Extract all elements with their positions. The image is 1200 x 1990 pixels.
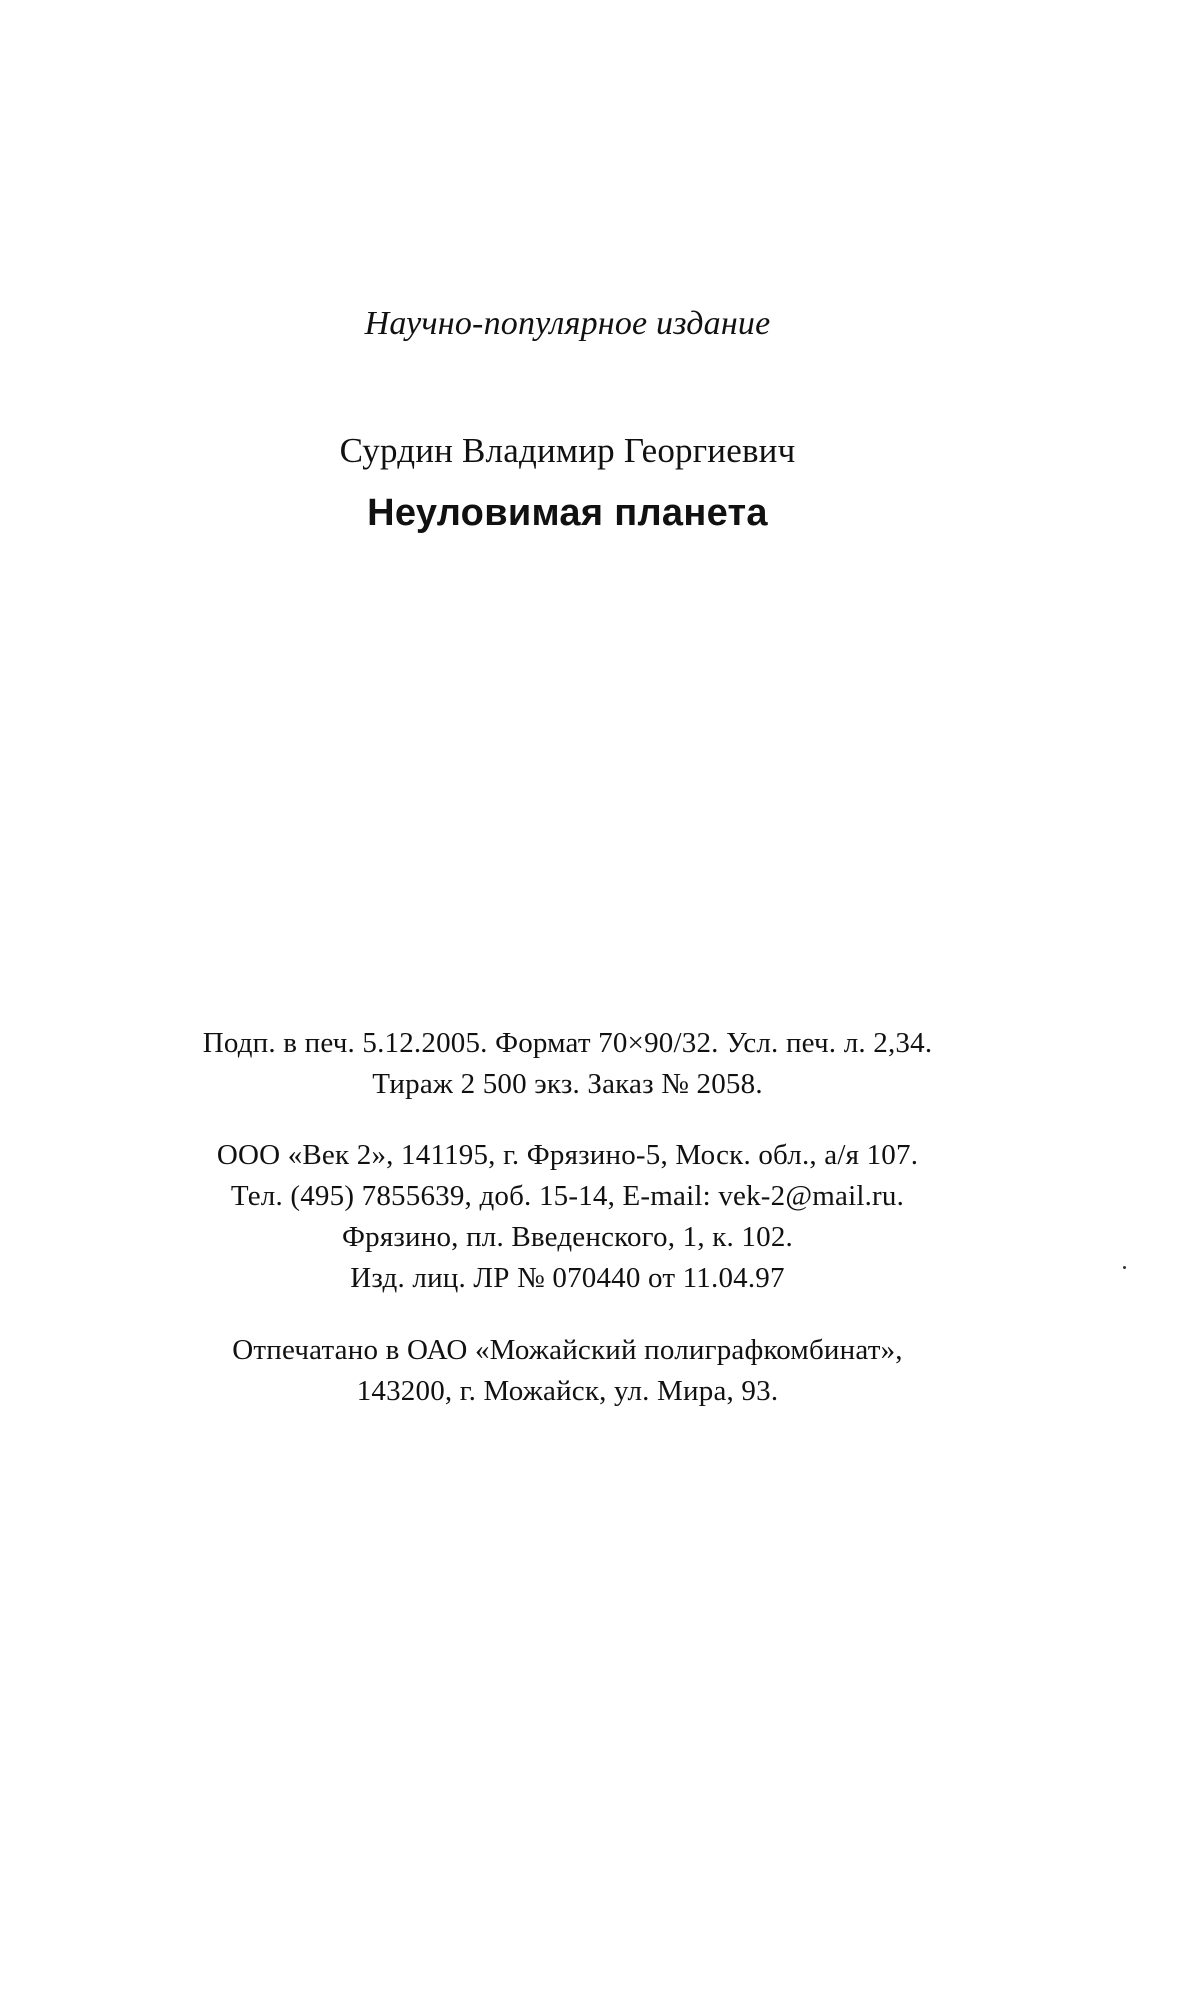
print-run-line: Тираж 2 500 экз. Заказ № 2058. <box>372 1068 763 1100</box>
book-author: Сурдин Владимир Георгиевич <box>339 431 796 470</box>
printer-name-line: Отпечатано в ОАО «Можайский полиграфкомбинат», <box>232 1334 903 1366</box>
publisher-contact-line: Тел. (495) 7855639, доб. 15-14, E-mail: vek-2@mail.ru. <box>230 1180 905 1212</box>
publisher-license-line: Изд. лиц. ЛР № 070440 от 11.04.97 <box>350 1262 785 1294</box>
printing-details-line: Подп. в печ. 5.12.2005. Формат 70×90/32. Усл. печ. л. 2,34. <box>202 1027 933 1059</box>
printer-address-line: 143200, г. Можайск, ул. Мира, 93. <box>356 1375 779 1407</box>
book-genre: Научно-популярное издание <box>364 305 771 342</box>
book-title: Неуловимая планета <box>367 492 768 534</box>
publisher-location-line: Фрязино, пл. Введенского, 1, к. 102. <box>342 1221 793 1253</box>
publisher-address-line: ООО «Век 2», 141195, г. Фрязино-5, Моск. обл., а/я 107. <box>216 1139 919 1171</box>
scan-speck <box>1123 1266 1126 1269</box>
